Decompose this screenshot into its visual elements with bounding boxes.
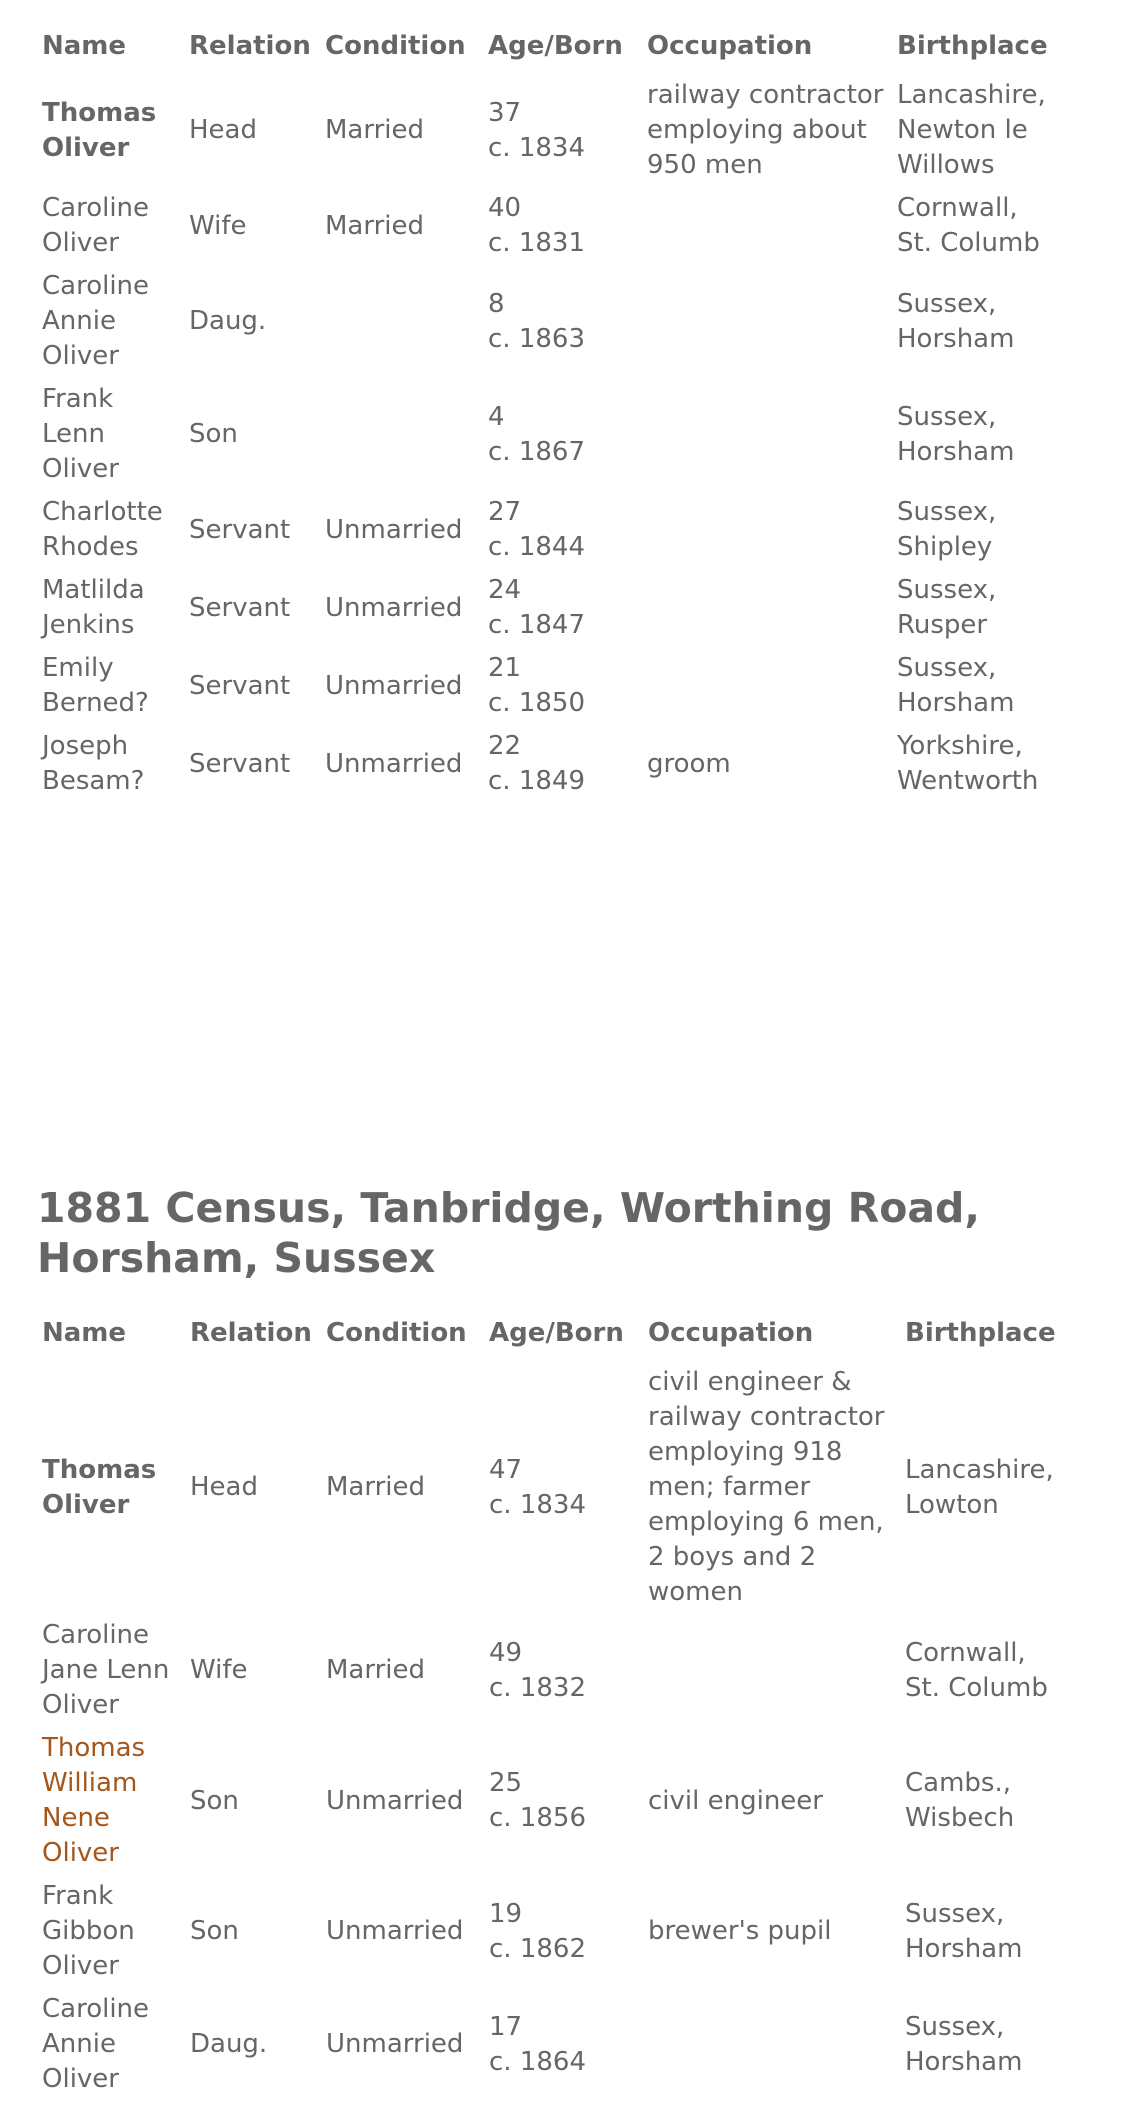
relation: Wife bbox=[190, 1655, 248, 1685]
relation: Wife bbox=[189, 210, 247, 241]
born: c. 1863 bbox=[488, 323, 585, 354]
relation: Son bbox=[190, 1916, 239, 1946]
relation: Servant bbox=[189, 670, 291, 701]
person-name: Thomas Oliver bbox=[42, 1454, 157, 1520]
relation: Servant bbox=[189, 748, 291, 779]
header-age-born: Age/Born bbox=[489, 1317, 624, 1348]
header-name: Name bbox=[42, 30, 127, 61]
header-birthplace: Birthplace bbox=[897, 30, 1048, 61]
occupation bbox=[641, 569, 891, 647]
occupation bbox=[641, 378, 891, 491]
age: 22 bbox=[488, 731, 522, 761]
person-name: Caroline Oliver bbox=[42, 193, 150, 258]
table-row bbox=[36, 74, 1061, 187]
birthplace: Cornwall, St. Columb bbox=[905, 1637, 1048, 1703]
occupation bbox=[642, 1614, 899, 1727]
age: 37 bbox=[488, 97, 522, 128]
occupation: civil engineer bbox=[648, 1785, 823, 1816]
relation: Head bbox=[190, 1472, 258, 1502]
person-name: Caroline Annie Oliver bbox=[42, 1994, 150, 2094]
occupation: railway contractor employing about 950 men bbox=[647, 80, 884, 180]
occupation bbox=[641, 265, 891, 378]
age: 24 bbox=[488, 575, 522, 605]
person-name-link[interactable]: Thomas William Nene Oliver bbox=[42, 1733, 146, 1868]
born: c. 1850 bbox=[488, 688, 585, 718]
occupation: brewer's pupil bbox=[648, 1916, 832, 1946]
age-born bbox=[483, 1875, 642, 1988]
condition: Unmarried bbox=[326, 1916, 464, 1946]
person-name: Thomas Oliver bbox=[42, 97, 157, 163]
condition: Married bbox=[325, 210, 425, 241]
age: 25 bbox=[489, 1768, 523, 1798]
relation: Servant bbox=[189, 514, 291, 545]
condition: Married bbox=[325, 115, 425, 145]
born: c. 1864 bbox=[489, 2046, 586, 2077]
birthplace: Sussex, Horsham bbox=[897, 288, 1015, 354]
relation: Son bbox=[189, 419, 238, 449]
age: 27 bbox=[488, 497, 522, 527]
occupation bbox=[641, 647, 891, 725]
born: c. 1849 bbox=[488, 766, 585, 796]
age-born bbox=[482, 647, 641, 725]
table-header-row bbox=[36, 18, 1061, 74]
table-row bbox=[36, 647, 1061, 725]
born: c. 1862 bbox=[489, 1933, 586, 1964]
age: 17 bbox=[489, 2011, 523, 2042]
census-1871-table bbox=[36, 18, 1061, 803]
table-row bbox=[36, 1875, 1062, 1988]
born: c. 1847 bbox=[488, 610, 585, 640]
age: 4 bbox=[488, 401, 505, 432]
header-relation: Relation bbox=[189, 30, 311, 61]
born: c. 1831 bbox=[488, 228, 585, 258]
born: c. 1834 bbox=[488, 132, 585, 163]
condition: Unmarried bbox=[325, 748, 463, 779]
occupation: civil engineer & railway contractor employing 918 men; farmer employing 6 men, 2 boys and 2 women bbox=[648, 1367, 885, 1607]
person-name: Frank Gibbon Oliver bbox=[42, 1881, 135, 1981]
age-born bbox=[482, 378, 641, 491]
table-row bbox=[36, 378, 1061, 491]
census-1881-table bbox=[36, 1305, 1062, 2101]
born: c. 1867 bbox=[488, 436, 585, 467]
born: c. 1856 bbox=[489, 1803, 586, 1833]
header-condition: Condition bbox=[326, 1317, 467, 1348]
table-row bbox=[36, 1988, 1062, 2101]
age-born bbox=[482, 187, 641, 265]
relation: Servant bbox=[189, 592, 291, 623]
relation: Head bbox=[189, 115, 257, 145]
occupation bbox=[641, 187, 891, 265]
age-born bbox=[482, 74, 641, 187]
table-row bbox=[36, 265, 1061, 378]
condition bbox=[319, 265, 482, 378]
person-name: Joseph Besam? bbox=[42, 731, 145, 796]
table-row bbox=[36, 569, 1061, 647]
census-1881-heading: 1881 Census, Tanbridge, Worthing Road, Horsham, Sussex bbox=[37, 1184, 980, 1282]
occupation: groom bbox=[647, 748, 731, 779]
age: 49 bbox=[489, 1637, 523, 1668]
condition bbox=[319, 378, 482, 491]
table-row bbox=[36, 725, 1061, 803]
table-header-row bbox=[36, 1305, 1062, 1361]
birthplace: Sussex, Shipley bbox=[897, 497, 997, 562]
table-row bbox=[36, 1614, 1062, 1727]
born: c. 1832 bbox=[489, 1672, 586, 1703]
person-name: Charlotte Rhodes bbox=[42, 497, 163, 562]
age-born bbox=[482, 725, 641, 803]
birthplace: Sussex, Rusper bbox=[897, 575, 997, 640]
header-name: Name bbox=[42, 1317, 127, 1348]
birthplace: Sussex, Horsham bbox=[905, 2011, 1023, 2077]
birthplace: Cambs., Wisbech bbox=[905, 1768, 1015, 1833]
relation: Son bbox=[190, 1785, 239, 1816]
condition: Married bbox=[326, 1472, 426, 1502]
age-born bbox=[482, 569, 641, 647]
born: c. 1834 bbox=[489, 1489, 586, 1520]
condition: Unmarried bbox=[326, 1785, 464, 1816]
person-name: Caroline Jane Lenn Oliver bbox=[42, 1620, 170, 1720]
birthplace: Cornwall, St. Columb bbox=[897, 193, 1040, 258]
age: 47 bbox=[489, 1454, 523, 1485]
header-occupation: Occupation bbox=[648, 1317, 814, 1348]
birthplace: Yorkshire, Wentworth bbox=[897, 731, 1039, 796]
condition: Unmarried bbox=[325, 670, 463, 701]
table-row bbox=[36, 1361, 1062, 1614]
person-name: Matlilda Jenkins bbox=[42, 575, 145, 640]
age-born bbox=[483, 1614, 642, 1727]
age-born bbox=[483, 1361, 642, 1614]
age-born bbox=[482, 265, 641, 378]
table-row bbox=[36, 187, 1061, 265]
age-born bbox=[483, 1988, 642, 2101]
age: 8 bbox=[488, 288, 505, 319]
table-row bbox=[36, 491, 1061, 569]
age: 40 bbox=[488, 193, 522, 223]
person-name: Caroline Annie Oliver bbox=[42, 271, 150, 371]
header-occupation: Occupation bbox=[647, 30, 813, 61]
age-born bbox=[482, 491, 641, 569]
occupation bbox=[642, 1988, 899, 2101]
table-row bbox=[36, 1727, 1062, 1875]
person-name: Emily Berned? bbox=[42, 653, 149, 718]
relation: Daug. bbox=[190, 2029, 268, 2059]
birthplace: Lancashire, Newton le Willows bbox=[897, 80, 1046, 180]
age-born bbox=[483, 1727, 642, 1875]
condition: Unmarried bbox=[326, 2029, 464, 2059]
header-condition: Condition bbox=[325, 30, 466, 61]
relation: Daug. bbox=[189, 306, 267, 336]
birthplace: Lancashire, Lowton bbox=[905, 1454, 1054, 1520]
condition: Unmarried bbox=[325, 592, 463, 623]
born: c. 1844 bbox=[488, 532, 585, 562]
age: 21 bbox=[488, 653, 522, 683]
header-age-born: Age/Born bbox=[488, 30, 623, 61]
condition: Married bbox=[326, 1655, 426, 1685]
header-relation: Relation bbox=[190, 1317, 312, 1348]
occupation bbox=[641, 491, 891, 569]
condition: Unmarried bbox=[325, 514, 463, 545]
birthplace: Sussex, Horsham bbox=[905, 1898, 1023, 1964]
birthplace: Sussex, Horsham bbox=[897, 401, 1015, 467]
person-name: Frank Lenn Oliver bbox=[42, 384, 119, 484]
birthplace: Sussex, Horsham bbox=[897, 653, 1015, 718]
age: 19 bbox=[489, 1898, 523, 1929]
header-birthplace: Birthplace bbox=[905, 1317, 1056, 1348]
